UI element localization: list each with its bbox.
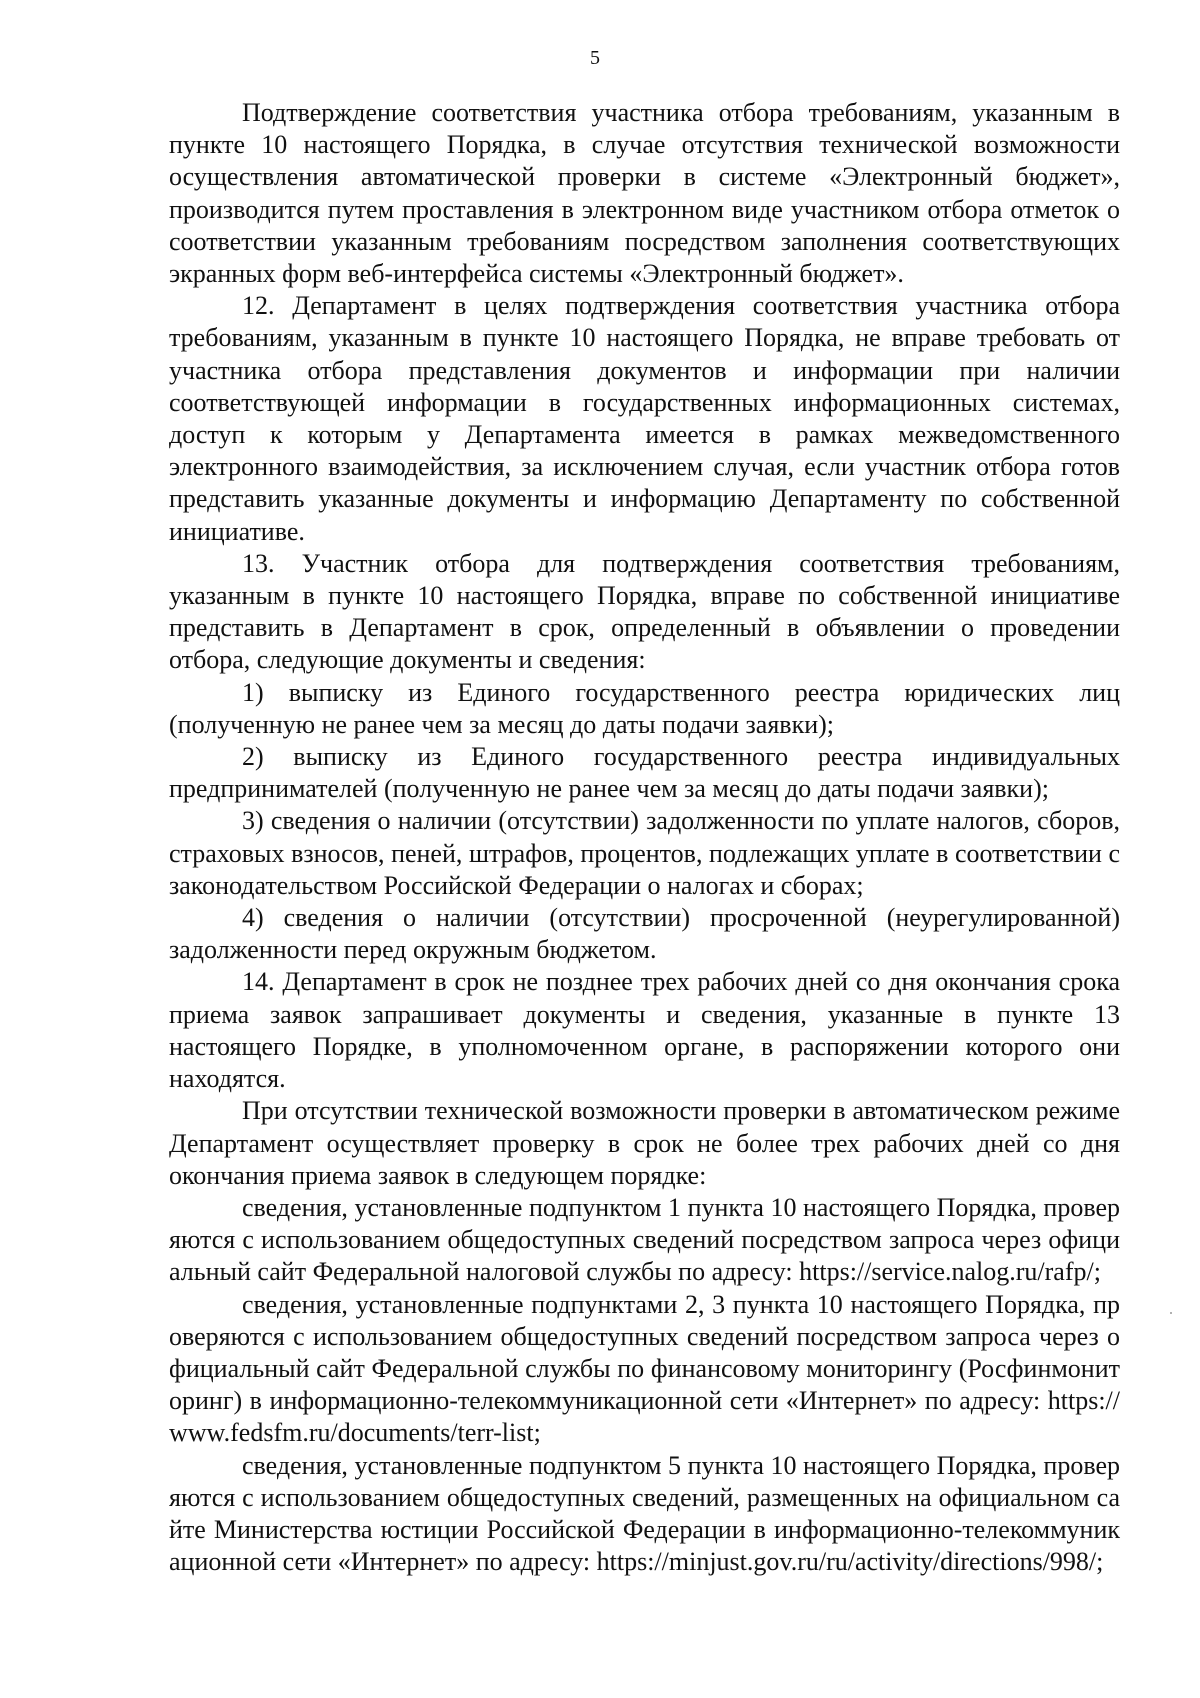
paragraph-nalog-check: сведения, установленные подпунктом 1 пункта 10 настоящего Порядка, проверяются с использованием общедоступных сведений посредством запроса через официальный сайт Федеральной налоговой службы по адресу: https://service.nalog.ru/rafp/;: [169, 1192, 1120, 1287]
paragraph-13-item-2: 2) выписку из Единого государственного реестра индивидуальных предпринимателей (полученную не ранее чем за месяц до даты подачи заявки);: [169, 742, 1120, 804]
scan-speck: [1170, 1312, 1172, 1314]
paragraph-manual-check: При отсутствии технической возможности проверки в автоматическом режиме Департамент осуществляет проверку в срок не более трех рабочих дней со дня окончания приема заявок в следующем порядке:: [169, 1096, 1120, 1190]
paragraph-fedsfm-check: сведения, установленные подпунктами 2, 3 пункта 10 настоящего Порядка, проверяются с использованием общедоступных сведений посредством запроса через официальный сайт Федеральной службы по финансовому мониторингу (Росфинмониторинг) в информационно-телекоммуникационной сети «Интернет» по адресу: https://www.fedsfm.ru/documents/terr-list;: [169, 1289, 1120, 1448]
paragraph-14: 14. Департамент в срок не позднее трех рабочих дней со дня окончания срока приема заявок запрашивает документы и сведения, указанные в пункте 13 настоящего Порядке, в уполномоченном органе, в распоряжении которого они находятся.: [169, 967, 1120, 1094]
page-number: 5: [590, 47, 600, 69]
paragraph-13-item-1: 1) выписку из Единого государственного реестра юридических лиц (полученную не ранее чем за месяц до даты подачи заявки);: [169, 677, 1120, 739]
paragraph-13-item-4: 4) сведения о наличии (отсутствии) просроченной (неурегулированной) задолженности перед окружным бюджетом.: [169, 903, 1120, 965]
document-body: [169, 97, 1120, 1578]
paragraph-13-item-3: 3) сведения о наличии (отсутствии) задолженности по уплате налогов, сборов, страховых взносов, пеней, штрафов, процентов, подлежащих уплате в соответствии с законодательством Российской Федерации о налогах и сборах;: [169, 806, 1120, 900]
paragraph-minjust-check: сведения, установленные подпунктом 5 пункта 10 настоящего Порядка, проверяются с использованием общедоступных сведений, размещенных на официальном сайте Министерства юстиции Российской Федерации в информационно-телекоммуникационной сети «Интернет» по адресу: https://minjust.gov.ru/ru/activity/directions/998/;: [169, 1450, 1120, 1577]
paragraph-13: 13. Участник отбора для подтверждения соответствия требованиям, указанным в пункте 10 настоящего Порядка, вправе по собственной инициативе представить в Департамент в срок, определенный в объявлении о проведении отбора, следующие документы и сведения:: [169, 548, 1120, 675]
paragraph-confirmation: Подтверждение соответствия участника отбора требованиям, указанным в пункте 10 настоящего Порядка, в случае отсутствия технической возможности осуществления автоматической проверки в системе «Электронный бюджет», производится путем проставления в электронном виде участником отбора отметок о соответствии указанным требованиям посредством заполнения соответствующих экранных форм веб-интерфейса системы «Электронный бюджет».: [169, 98, 1120, 289]
paragraph-12: 12. Департамент в целях подтверждения соответствия участника отбора требованиям, указанным в пункте 10 настоящего Порядка, не вправе требовать от участника отбора представления документов и информации при наличии соответствующей информации в государственных информационных системах, доступ к которым у Департамента имеется в рамках межведомственного электронного взаимодействия, за исключением случая, если участник отбора готов представить указанные документы и информацию Департаменту по собственной инициативе.: [169, 291, 1120, 546]
